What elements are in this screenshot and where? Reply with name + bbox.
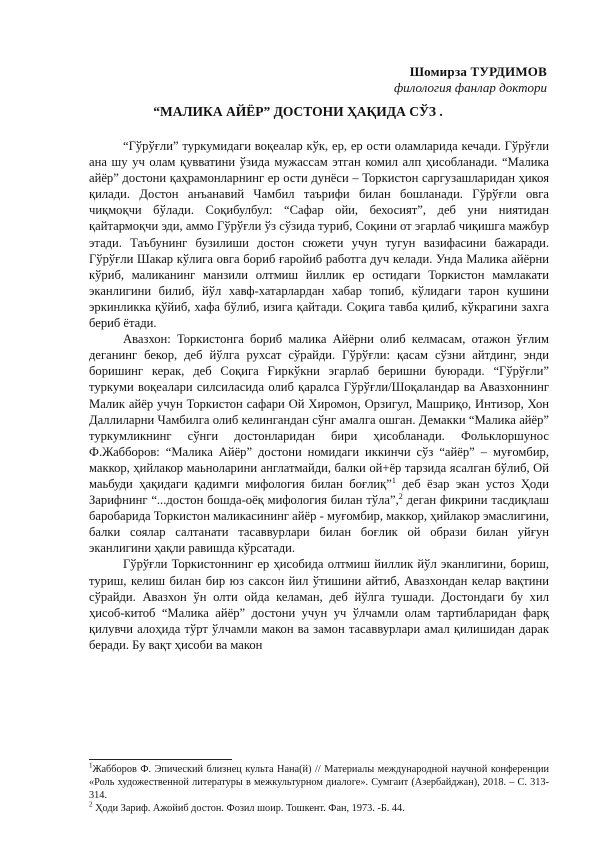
paragraph-2-part-1: Авазхон: Торкистонга бориб малика Айёрни олиб келмасам, отажон ўғлим деганинг бекор, деб йўлга рухсат сўрайди. Гўрўғли: қасам сўзни айтдинг, энди боришинг керак, деб Соқига Ғиркўкни эгарлаб беришни буюради. “Гўрўғли” туркуми воқеалари силсиласида олиб қаралса Гўрўғли/Шоқаландар ва Авазхоннинг Малик айёр учун Торкистон сафари Ой Хиромон, Орзигул, Машриқо, Интизор, Хон Даллиларни Чамбилга олиб келингандан сўнг амалга ошган. Демакки “Малика айёр” туркумликнинг сўнги достонларидан бири ҳисобланади. Фольклоршунос Ф.Жабборов: “Малика Айёр” достони номидаги иккинчи сўз “айёр” – муғомбир, маккор, ҳийлакор маьноларини англатмайди, балки ой+ёр тарзида ясалган бўлиб, Ой маьбуди ҳақидаги қадимги мифология билан боғлиқ”: [89, 332, 549, 491]
footnote-ref-1[interactable]: 1: [391, 475, 396, 485]
paragraph-2: [89, 331, 549, 556]
footnote-1: [89, 763, 549, 802]
footnote-ref-2[interactable]: 2: [398, 491, 403, 501]
paragraph-2-part-3: деган фикрини тасдиқлаш баробарида Торкистон маликасининг айёр - муғомбир, маккор, ҳийлакор эмаслигини, балки соялар салтанати тасаввурлари билан боғлик ой образи билан уйғун эканлигини ҳақли равишда кўрсатади.: [89, 493, 549, 556]
footnote-mark-1: 1: [89, 761, 93, 770]
footnote-2-text: Ҳоди Зариф. Ажойиб достон. Фозил шоир. Тошкент. Фан, 1973. -Б. 44.: [92, 803, 405, 814]
footnote-2: [89, 802, 549, 815]
paragraph-3: Гўрўғли Торкистоннинг ер ҳисобида олтмиш йиллик йўл эканлигини, бориш, туриш, келиш билан бир юз саксон йил ўтишини айтиб, Авазхондан келар вақтини сўрайди. Авазхон ўн олти ойда келаман, деб йўлга тушади. Достондаги бу хил ҳисоб-китоб “Малика айёр” достони учун уч ўлчамли олам тартибларидан фарқ қилувчи алоҳида тўрт ўлчамли макон ва замон тасаввурлари амал қилишидан дарак беради. Бу вақт ҳисоби ва макон: [89, 557, 549, 652]
footnote-mark-2: 2: [89, 800, 93, 809]
author-degree: филология фанлар доктори: [393, 80, 547, 95]
footnotes: [89, 763, 549, 815]
body-text: [89, 138, 549, 653]
footnote-1-text: Жабборов Ф. Эпический близнец культа Нана(й) // Материалы международной научной конференции «Роль художественной литературы в межкультурном диалоге». Сумгаит (Азербайджан), 2018. – С. 313-314.: [89, 764, 549, 801]
paper-title: “МАЛИКА АЙЁР” ДОСТОНИ ҲАҚИДА СЎЗ .: [153, 104, 443, 119]
paragraph-1: “Гўрўғли” туркумидаги воқеалар кўк, ер, ер ости оламларида кечади. Гўрўғли ана шу уч олам қувватини ўзида мужассам этган комил алп ҳисобланади. “Малика айёр” достони қаҳрамонларнинг ер ости дунёси – Торкистон саргузашларидан ҳикоя қилади. Достон анъанавий Чамбил таърифи билан бошланади. Гўрўғли овга чиқмоқчи бўлади. Соқибулбул: “Сафар ойи, бехосият”, деб уни ниятидан қайтармоқчи эди, аммо Гўрўғли ўз сўзида туриб, Соқини от эгарлаб чиқишга мажбур этади. Таъбунинг бузилиши достон сюжети учун тугун вазифасини бажаради. Гўрўғли Шакар кўлига овга бориб ғаройиб работга дуч келади. Унда Малика айёрни кўриб, маликанинг манзили олтмиш йиллик ер остидаги Торкистон мамлакати эканлигини билиб, йўл хавф-хатарлардан хабар топиб, кўлидаги тарон кушини эркинликка қўйиб, хафа бўлиб, изига қайтади. Соқига тавба қилиб, кўкрагини захга бериб ётади.: [89, 139, 549, 331]
footnote-separator: [89, 759, 232, 760]
paragraph-2-part-2: деб ёзар экан устоз Ҳоди Зарифнинг “...достон бошда-оёқ мифология билан тўла”,: [89, 476, 549, 508]
author-block: [394, 64, 547, 96]
author-name: Шомирза ТУРДИМОВ: [409, 64, 547, 79]
